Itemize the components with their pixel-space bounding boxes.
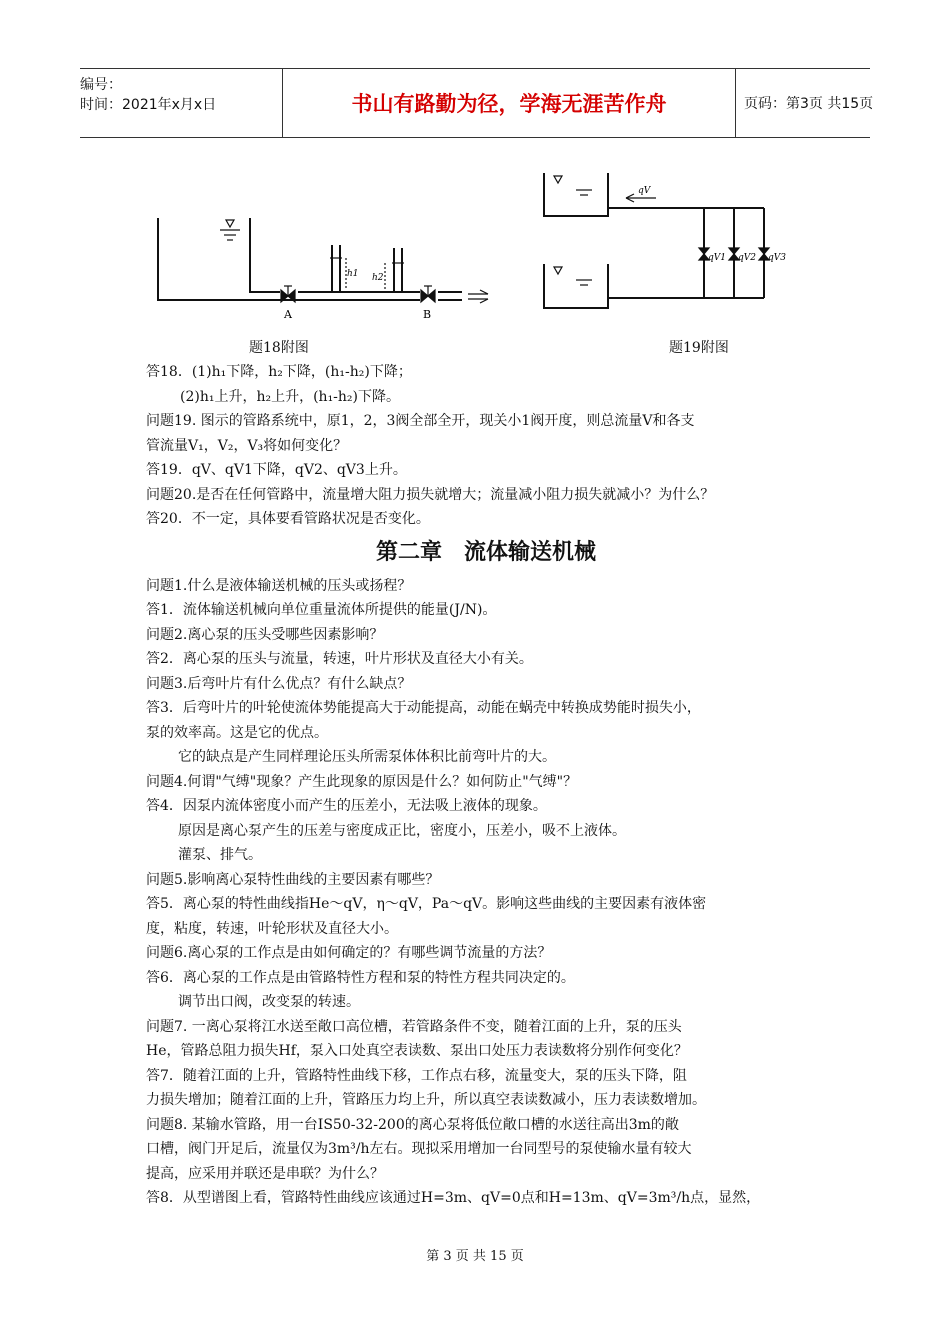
header-left bbox=[80, 69, 280, 143]
answer-4-line1: 答4．因泵内流体密度小而产生的压差小，无法吸上液体的现象。 bbox=[146, 798, 547, 814]
answer-5-line2: 度，粘度，转速，叶轮形状及直径大小。 bbox=[146, 920, 398, 937]
question-6: 问题6.离心泵的工作点是由如何确定的？有哪些调节流量的方法？ bbox=[146, 945, 552, 961]
question-1: 问题1.什么是液体输送机械的压头或扬程？ bbox=[146, 577, 412, 594]
label-qv3: qV3 bbox=[768, 253, 786, 263]
motto-text: 书山有路勤为径，学海无涯苦作舟 bbox=[351, 92, 667, 116]
answer-19: 答19．qV、qV1下降，qV2、qV3上升。 bbox=[146, 462, 407, 478]
answer-3-line2: 泵的效率高。这是它的优点。 bbox=[146, 724, 328, 741]
question-4: 问题4.何谓"气缚"现象？产生此现象的原因是什么？如何防止"气缚"？ bbox=[146, 773, 578, 790]
page-footer: 第 3 页 共 15 页 bbox=[426, 1249, 524, 1264]
answer-1: 答1．流体输送机械向单位重量流体所提供的能量(J/N)。 bbox=[146, 602, 497, 618]
question-8-line3: 提高，应采用并联还是串联？为什么？ bbox=[146, 1165, 384, 1182]
header-page bbox=[736, 69, 878, 137]
answer-3-line3: 它的缺点是产生同样理论压头所需泵体体积比前弯叶片的大。 bbox=[178, 749, 556, 765]
answer-18-line2: (2)h₁上升，h₂上升，(h₁-h₂)下降。 bbox=[180, 388, 401, 405]
answer-5-line1: 答5．离心泵的特性曲线指He～qV，η～qV，Pa～qV。影响这些曲线的主要因素有液体密 bbox=[146, 896, 707, 912]
header-motto bbox=[282, 69, 736, 137]
label-h2: h2 bbox=[372, 273, 384, 283]
number-label: 编号： bbox=[80, 77, 122, 93]
question-19-line1: 问题19. 图示的管路系统中，原1，2，3阀全部全开，现关小1阀开度，则总流量V和各支 bbox=[146, 413, 695, 429]
answer-20: 答20．不一定，具体要看管路状况是否变化。 bbox=[146, 511, 430, 527]
answer-3-line1: 答3．后弯叶片的叶轮使流体势能提高大于动能提高，动能在蜗壳中转换成势能时损失小， bbox=[146, 700, 701, 716]
question-5: 问题5.影响离心泵特性曲线的主要因素有哪些？ bbox=[146, 871, 440, 888]
answer-4-line2: 原因是离心泵产生的压差与密度成正比，密度小，压差小，吸不上液体。 bbox=[178, 822, 626, 839]
label-b: B bbox=[423, 308, 432, 321]
main-content bbox=[146, 360, 826, 1211]
figure-19-diagram bbox=[538, 168, 786, 318]
answer-6-line1: 答6．离心泵的工作点是由管路特性方程和泵的特性方程共同决定的。 bbox=[146, 969, 575, 986]
answer-18-line1: 答18．(1)h₁下降，h₂下降，(h₁-h₂)下降； bbox=[146, 364, 412, 380]
answer-6-line2: 调节出口阀，改变泵的转速。 bbox=[178, 994, 360, 1010]
question-2: 问题2.离心泵的压头受哪些因素影响？ bbox=[146, 626, 384, 643]
label-qv1: qV1 bbox=[708, 253, 726, 263]
question-20: 问题20.是否在任何管路中，流量增大阻力损失就增大；流量减小阻力损失就减小？为什么？ bbox=[146, 486, 715, 503]
question-8-line1: 问题8. 某输水管路，用一台IS50-32-200的离心泵将低位敞口槽的水送往高出3m的敞 bbox=[146, 1116, 679, 1133]
figure-19-caption: 题19附图 bbox=[669, 340, 729, 356]
chapter-title: 第二章 流体输送机械 bbox=[375, 539, 596, 565]
label-qv: qV bbox=[638, 186, 651, 196]
label-a: A bbox=[284, 308, 292, 321]
label-qv2: qV2 bbox=[738, 253, 756, 263]
label-h1: h1 bbox=[347, 269, 359, 279]
question-8-line2: 口槽，阀门开足后，流量仅为3m³/h左右。现拟采用增加一台同型号的泵使输水量有较大 bbox=[146, 1141, 692, 1157]
question-19-line2: 管流量V₁，V₂，V₃将如何变化？ bbox=[146, 437, 348, 454]
page-header bbox=[80, 68, 874, 138]
question-7-line2: He，管路总阻力损失Hf，泵入口处真空表读数、泵出口处压力表读数将分别作何变化？ bbox=[146, 1043, 688, 1059]
answer-4-line3: 灌泵、排气。 bbox=[178, 847, 262, 863]
date-label: 时间：2021年x月x日 bbox=[80, 97, 217, 113]
answer-7-line1: 答7．随着江面的上升，管路特性曲线下移，工作点右移，流量变大，泵的压头下降，阻 bbox=[146, 1067, 687, 1084]
answer-8-line1: 答8．从型谱图上看，管路特性曲线应该通过H=3m、qV=0点和H=13m、qV=3m³/h点，显然， bbox=[146, 1190, 761, 1206]
question-3: 问题3.后弯叶片有什么优点？有什么缺点？ bbox=[146, 675, 412, 692]
figure-18-diagram bbox=[150, 210, 495, 325]
answer-2: 答2．离心泵的压头与流量，转速，叶片形状及直径大小有关。 bbox=[146, 651, 533, 667]
figure-18-caption: 题18附图 bbox=[249, 340, 309, 356]
question-7-line1: 问题7. 一离心泵将江水送至敞口高位槽，若管路条件不变，随着江面的上升，泵的压头 bbox=[146, 1018, 682, 1035]
page-label: 页码：第3页 共15页 bbox=[744, 96, 874, 112]
answer-7-line2: 力损失增加；随着江面的上升，管路压力均上升，所以真空表读数减小，压力表读数增加。 bbox=[146, 1092, 706, 1108]
